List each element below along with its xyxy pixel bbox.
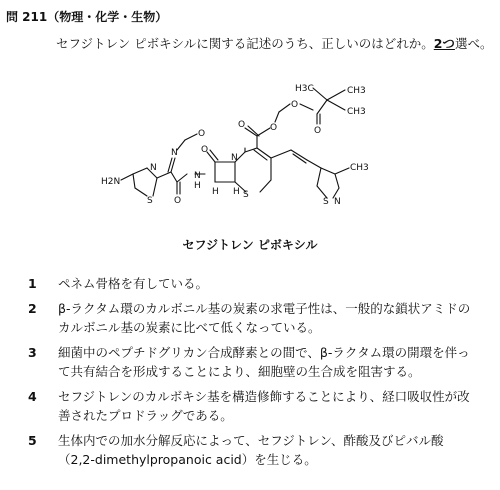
atom-ch3-top: CH3	[347, 86, 366, 96]
option-3	[28, 343, 480, 382]
option-text: ペネム骨格を有している。	[58, 276, 209, 291]
option-4	[28, 387, 480, 426]
atom-o-methoxy: O	[198, 129, 206, 139]
atom-n-beta: N	[231, 153, 238, 163]
option-number: 5	[28, 432, 37, 448]
question-text-main: セフジトレン ピボキシルに関する記述のうち、正しいのはどれか。	[56, 36, 434, 51]
atom-h1: H	[212, 187, 219, 197]
atom-n-thiazole: N	[150, 163, 157, 173]
atom-h2n: H2N	[101, 177, 121, 187]
question-text	[56, 34, 492, 52]
option-1	[28, 274, 480, 294]
chemical-structure	[95, 70, 405, 230]
option-text: 生体内での加水分解反応によって、セフジトレン、酢酸及びピバル酸（2,2-dimethylpropanoic acid）を生じる。	[58, 432, 444, 467]
atom-h2: H	[233, 187, 240, 197]
question-text-end: 選べ。	[454, 36, 493, 51]
option-2	[28, 299, 480, 338]
option-5	[28, 431, 480, 470]
atom-o-carbonyl: O	[314, 126, 322, 136]
atom-o1: O	[291, 100, 299, 110]
option-number: 2	[28, 300, 37, 316]
question-count: 2つ	[433, 36, 455, 51]
atom-n-thiazole2: N	[334, 197, 341, 207]
atom-ch3-thiazole2: CH3	[350, 163, 369, 173]
atom-h3c: H3C	[295, 84, 314, 94]
option-number: 4	[28, 388, 37, 404]
atom-o2: O	[270, 123, 278, 133]
atom-n-oxime: N	[171, 148, 178, 158]
option-text: β-ラクタム環のカルボニル基の炭素の求電子性は、一般的な鎖状アミドのカルボニル基の炭素に比べて低くなっている。	[58, 300, 471, 335]
atom-o-lactam: O	[201, 145, 209, 155]
option-number: 1	[28, 276, 37, 291]
question-title: 問 211（物理・化学・生物）	[6, 10, 168, 24]
atom-ch3-right: CH3	[347, 107, 366, 117]
option-text: セフジトレンのカルボキシ基を構造修飾することにより、経口吸収性が改善されたプロドラッグである。	[58, 388, 470, 423]
option-number: 3	[28, 344, 37, 360]
atom-s-thiazole: S	[147, 196, 153, 206]
atom-s-ring: S	[243, 190, 249, 200]
compound-name: セフジトレン ピボキシル	[182, 238, 318, 252]
answer-options	[28, 274, 480, 475]
atom-s-thiazole2: S	[323, 197, 329, 207]
atom-o-amide: O	[174, 196, 182, 206]
atom-nh: N	[194, 171, 201, 181]
atom-h-nh: H	[194, 181, 201, 191]
option-text: 細菌中のペプチドグリカン合成酵素との間で、β-ラクタム環の開環を伴って共有結合を形成することにより、細胞壁の生合成を阻害する。	[58, 344, 470, 379]
atom-o3: O	[238, 120, 246, 130]
